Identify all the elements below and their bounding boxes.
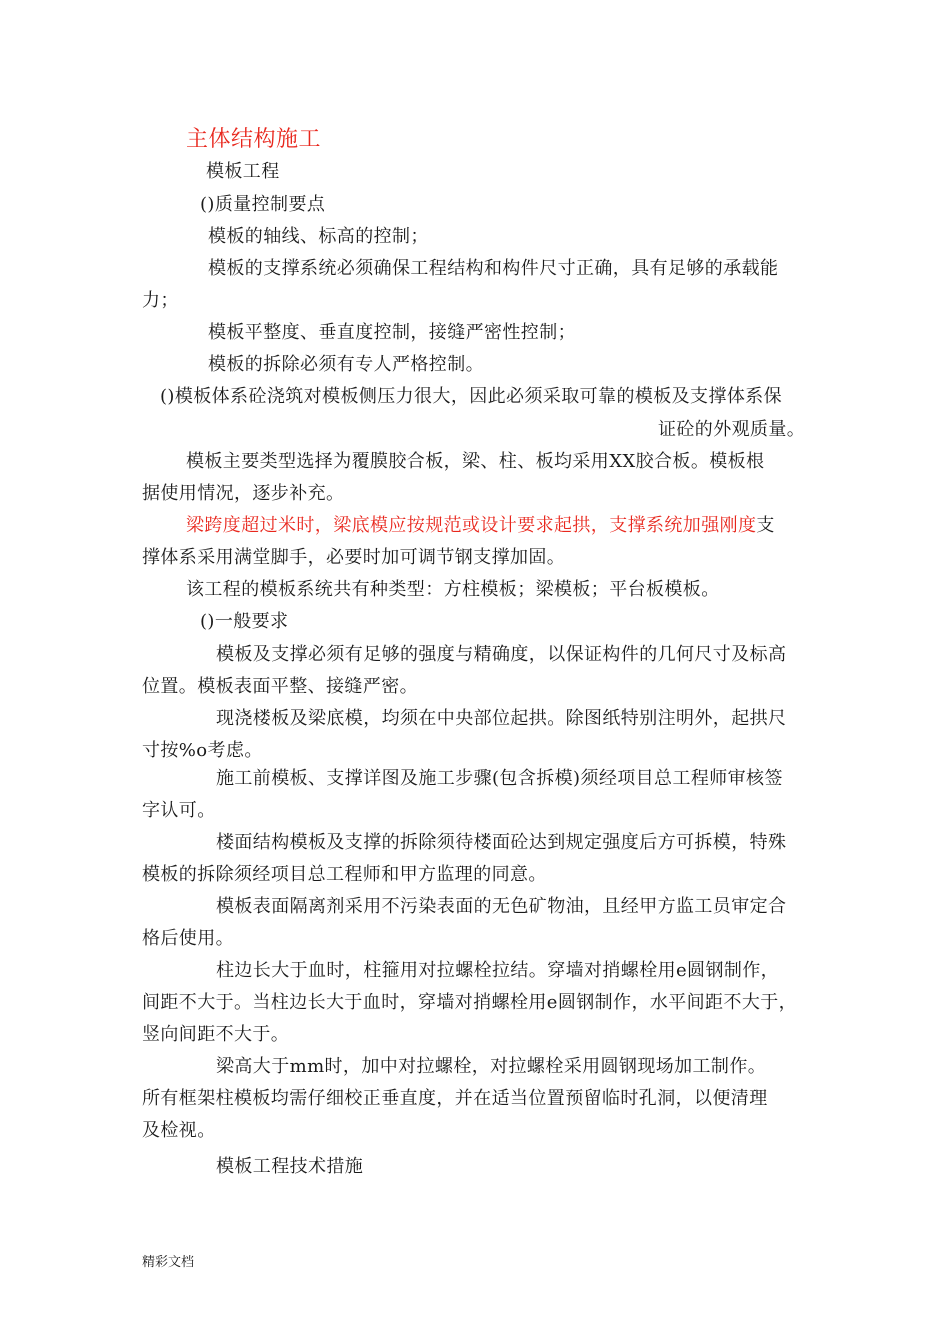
general-item: 及检视。 [142, 1120, 216, 1141]
types-line: 该工程的模板系统共有种类型：方柱模板；梁模板；平台板模板。 [186, 579, 720, 600]
page-title: 主体结构施工 [186, 127, 322, 152]
section-heading: 模板工程 [206, 161, 280, 182]
beam-paragraph-line [186, 514, 775, 538]
general-item: 柱边长大于血时，柱箍用对拉螺栓拉结。穿墙对捎螺栓用e圆钢制作， [216, 960, 780, 981]
general-item: 竖向间距不大于。 [142, 1024, 290, 1045]
quality-heading: ()质量控制要点 [200, 194, 326, 215]
general-item: 模板工程技术措施 [216, 1156, 364, 1177]
general-item: 模板及支撑必须有足够的强度与精确度，以保证构件的几何尺寸及标高 [216, 644, 787, 665]
general-heading: ()一般要求 [200, 611, 289, 632]
quality-item: 力； [142, 290, 179, 311]
general-item: 模板表面隔离剂采用不污染表面的无色矿物油，且经甲方监工员审定合 [216, 896, 787, 917]
beam-highlight-text: 梁跨度超过米时，梁底模应按规范或设计要求起拱，支撑系统加强刚度 [186, 515, 757, 536]
general-item: 间距不大于。当柱边长大于血时，穿墙对捎螺栓用e圆钢制作，水平间距不大于， [142, 992, 798, 1013]
quality-item: 模板平整度、垂直度控制，接缝严密性控制； [208, 322, 576, 343]
beam-paragraph-line: 撑体系采用满堂脚手，必要时加可调节钢支撑加固。 [142, 547, 566, 568]
general-item: 所有框架柱模板均需仔细校正垂直度，并在适当位置预留临时孔洞，以便清理 [142, 1088, 768, 1109]
general-item: 字认可。 [142, 800, 216, 821]
general-item: 位置。模板表面平整、接缝严密。 [142, 676, 418, 697]
general-item: 格后使用。 [142, 928, 234, 949]
general-item: 楼面结构模板及支撑的拆除须待楼面砼达到规定强度后方可拆模，特殊 [216, 832, 787, 853]
quality-item: 模板的支撑系统必须确保工程结构和构件尺寸正确，具有足够的承载能 [208, 258, 779, 279]
quality-item: 模板的轴线、标高的控制； [208, 226, 429, 247]
general-item: 寸按%o考虑。 [142, 740, 263, 761]
general-item: 施工前模板、支撑详图及施工步骤(包含拆模)须经项目总工程师审核签 [216, 768, 783, 789]
system-paragraph-line: ()模板体系砼浇筑对模板侧压力很大，因此必须采取可靠的模板及支撑体系保 [160, 386, 783, 407]
system-paragraph-line: 证砼的外观质量。 [658, 419, 806, 440]
general-item: 梁高大于mm时，加中对拉螺栓，对拉螺栓采用圆钢现场加工制作。 [216, 1056, 767, 1077]
type-paragraph-line: 据使用情况，逐步补充。 [142, 483, 345, 504]
quality-item: 模板的拆除必须有专人严格控制。 [208, 354, 484, 375]
general-item: 模板的拆除须经项目总工程师和甲方监理的同意。 [142, 864, 547, 885]
type-paragraph-line: 模板主要类型选择为覆膜胶合板，梁、柱、板均采用XX胶合板。模板根 [186, 451, 765, 472]
footer-label: 精彩文档 [142, 1255, 195, 1270]
general-item: 现浇楼板及梁底模，均须在中央部位起拱。除图纸特别注明外，起拱尺 [216, 708, 787, 729]
beam-tail-text: 支 [756, 515, 775, 536]
